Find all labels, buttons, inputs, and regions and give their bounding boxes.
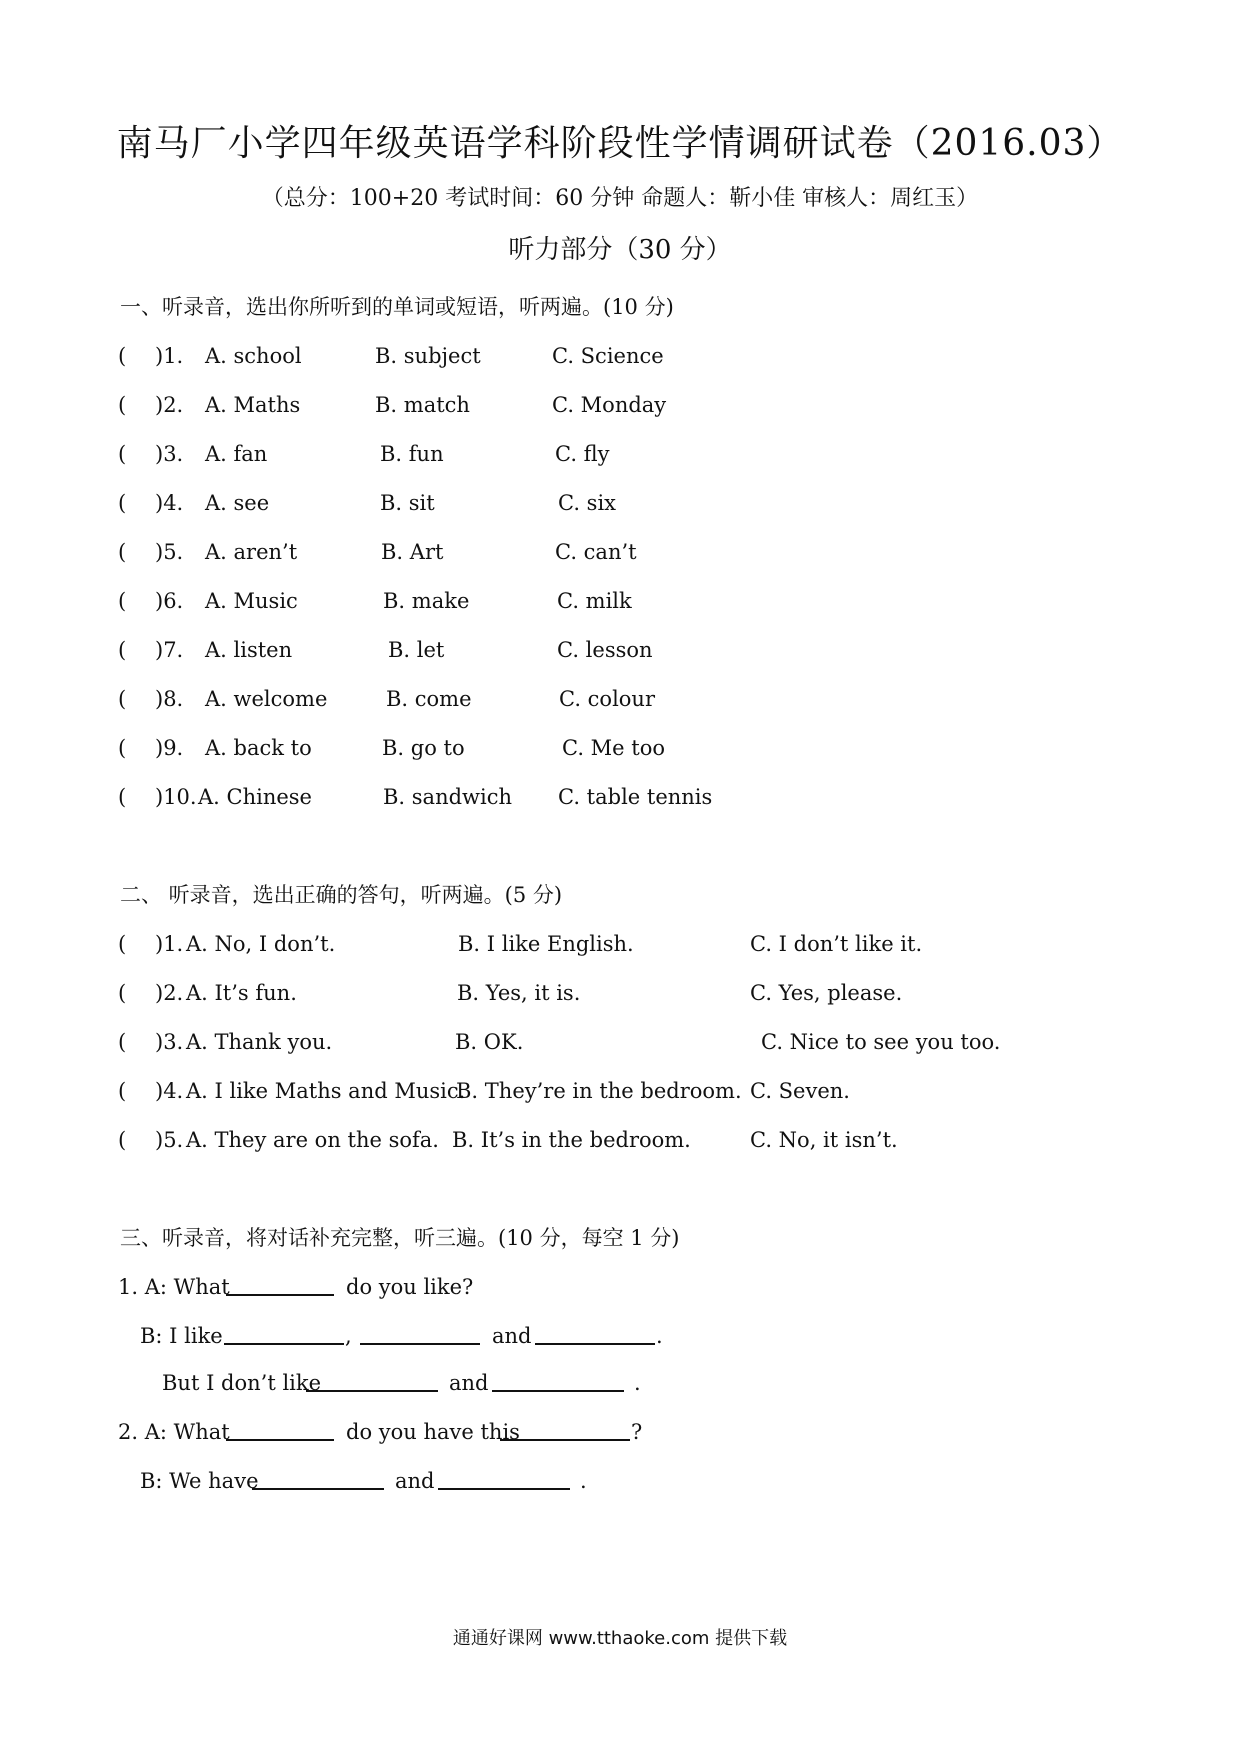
option-a: A. Chinese — [198, 785, 312, 809]
option-c: C. Me too — [562, 736, 666, 760]
part1-item — [0, 782, 1240, 816]
period-text: . — [634, 1371, 641, 1395]
answer-blank[interactable] — [226, 1417, 334, 1441]
option-c: C. milk — [557, 589, 632, 613]
part2-item — [0, 978, 1240, 1012]
speaker-text: 2. A: What — [118, 1420, 230, 1444]
part3-heading: 三、听录音，将对话补充完整，听三遍。(10 分，每空 1 分) — [120, 1226, 680, 1250]
and-text: and — [492, 1324, 532, 1348]
part2-item — [0, 1076, 1240, 1110]
answer-paren: ( — [118, 589, 127, 613]
option-c: C. Seven. — [750, 1079, 850, 1103]
answer-blank[interactable] — [360, 1321, 480, 1345]
answer-blank[interactable] — [306, 1368, 438, 1392]
period-text: . — [580, 1469, 587, 1493]
option-a: A. Thank you. — [186, 1030, 333, 1054]
item-number: )4. — [155, 1079, 184, 1103]
option-b: B. Art — [381, 540, 444, 564]
item-number: )3. — [155, 442, 184, 466]
item-number: )2. — [155, 393, 184, 417]
section-title: 听力部分（30 分） — [508, 235, 732, 265]
option-a: A. It’s fun. — [186, 981, 297, 1005]
part2-item — [0, 1125, 1240, 1159]
period-text: . — [656, 1324, 663, 1348]
option-c: C. table tennis — [558, 785, 713, 809]
exam-title: 南马厂小学四年级英语学科阶段性学情调研试卷（2016.03） — [116, 123, 1124, 164]
option-a: A. Maths — [205, 393, 301, 417]
dialogue-line — [0, 1466, 1240, 1500]
part1-item — [0, 733, 1240, 767]
option-b: B. sandwich — [383, 785, 513, 809]
option-b: B. I like English. — [458, 932, 634, 956]
option-b: B. OK. — [455, 1030, 524, 1054]
option-b: B. They’re in the bedroom. — [456, 1079, 742, 1103]
answer-blank[interactable] — [224, 1321, 344, 1345]
dialogue-line — [0, 1368, 1240, 1402]
comma-text: , — [345, 1324, 352, 1348]
option-b: B. make — [383, 589, 470, 613]
option-b: B. come — [386, 687, 472, 711]
option-c: C. six — [558, 491, 617, 515]
speaker-text: B: I like — [140, 1324, 223, 1348]
option-c: C. lesson — [557, 638, 653, 662]
option-c: C. I don’t like it. — [750, 932, 923, 956]
answer-blank[interactable] — [438, 1466, 570, 1490]
part1-item — [0, 488, 1240, 522]
dialogue-text: But I don’t like — [162, 1371, 322, 1395]
dialogue-text: do you like? — [346, 1275, 474, 1299]
answer-blank[interactable] — [500, 1417, 630, 1441]
part1-item — [0, 341, 1240, 375]
answer-paren: ( — [118, 981, 127, 1005]
footer-text: 通通好课网 www.tthaoke.com 提供下载 — [452, 1628, 788, 1649]
speaker-text: B: We have — [140, 1469, 259, 1493]
item-number: )1. — [155, 344, 184, 368]
answer-blank[interactable] — [226, 1272, 334, 1296]
option-a: A. aren’t — [205, 540, 298, 564]
answer-paren: ( — [118, 687, 127, 711]
speaker-text: 1. A: What — [118, 1275, 230, 1299]
option-b: B. sit — [380, 491, 435, 515]
option-b: B. fun — [380, 442, 444, 466]
part1-item — [0, 537, 1240, 571]
option-a: A. school — [205, 344, 302, 368]
answer-paren: ( — [118, 1128, 127, 1152]
answer-paren: ( — [118, 540, 127, 564]
answer-paren: ( — [118, 1079, 127, 1103]
answer-paren: ( — [118, 442, 127, 466]
answer-blank[interactable] — [492, 1368, 624, 1392]
answer-paren: ( — [118, 1030, 127, 1054]
item-number: )4. — [155, 491, 184, 515]
answer-paren: ( — [118, 785, 127, 809]
option-b: B. go to — [382, 736, 465, 760]
answer-paren: ( — [118, 736, 127, 760]
option-a: A. welcome — [205, 687, 328, 711]
option-b: B. subject — [375, 344, 481, 368]
part2-item — [0, 1027, 1240, 1061]
part1-item — [0, 586, 1240, 620]
option-c: C. No, it isn’t. — [750, 1128, 898, 1152]
part1-item — [0, 684, 1240, 718]
option-b: B. match — [375, 393, 470, 417]
item-number: )5. — [155, 1128, 184, 1152]
option-a: A. Music — [205, 589, 298, 613]
answer-paren: ( — [118, 491, 127, 515]
option-a: A. see — [205, 491, 270, 515]
item-number: )7. — [155, 638, 184, 662]
dialogue-text: do you have this — [346, 1420, 520, 1444]
part1-heading: 一、听录音，选出你所听到的单词或短语，听两遍。(10 分) — [120, 295, 674, 319]
dialogue-line — [0, 1321, 1240, 1355]
item-number: )2. — [155, 981, 184, 1005]
option-a: A. back to — [205, 736, 312, 760]
option-c: C. Science — [552, 344, 664, 368]
item-number: )8. — [155, 687, 184, 711]
option-c: C. can’t — [555, 540, 637, 564]
option-b: B. let — [388, 638, 445, 662]
option-c: C. Monday — [552, 393, 667, 417]
option-c: C. colour — [559, 687, 655, 711]
answer-blank[interactable] — [535, 1321, 655, 1345]
option-a: A. They are on the sofa. — [186, 1128, 439, 1152]
part1-item — [0, 439, 1240, 473]
option-b: B. Yes, it is. — [457, 981, 581, 1005]
option-a: A. No, I don’t. — [186, 932, 336, 956]
item-number: )3. — [155, 1030, 184, 1054]
part2-heading: 二、 听录音，选出正确的答句，听两遍。(5 分) — [120, 883, 563, 907]
and-text: and — [449, 1371, 489, 1395]
dialogue-line — [0, 1272, 1240, 1306]
answer-paren: ( — [118, 932, 127, 956]
item-number: )9. — [155, 736, 184, 760]
option-c: C. Nice to see you too. — [761, 1030, 1001, 1054]
item-number: )10. — [155, 785, 197, 809]
option-a: A. fan — [205, 442, 268, 466]
item-number: )1. — [155, 932, 184, 956]
dialogue-line — [0, 1417, 1240, 1451]
exam-subtitle: （总分：100+20 考试时间：60 分钟 命题人：靳小佳 审核人：周红玉） — [261, 186, 979, 211]
part2-item — [0, 929, 1240, 963]
part1-item — [0, 635, 1240, 669]
option-c: C. fly — [555, 442, 610, 466]
answer-blank[interactable] — [252, 1466, 384, 1490]
answer-paren: ( — [118, 393, 127, 417]
option-a: A. I like Maths and Music. — [186, 1079, 466, 1103]
item-number: )5. — [155, 540, 184, 564]
answer-paren: ( — [118, 344, 127, 368]
answer-paren: ( — [118, 638, 127, 662]
option-b: B. It’s in the bedroom. — [452, 1128, 691, 1152]
item-number: )6. — [155, 589, 184, 613]
part1-item — [0, 390, 1240, 424]
option-c: C. Yes, please. — [750, 981, 903, 1005]
question-mark-text: ? — [631, 1420, 643, 1444]
and-text: and — [395, 1469, 435, 1493]
option-a: A. listen — [205, 638, 293, 662]
